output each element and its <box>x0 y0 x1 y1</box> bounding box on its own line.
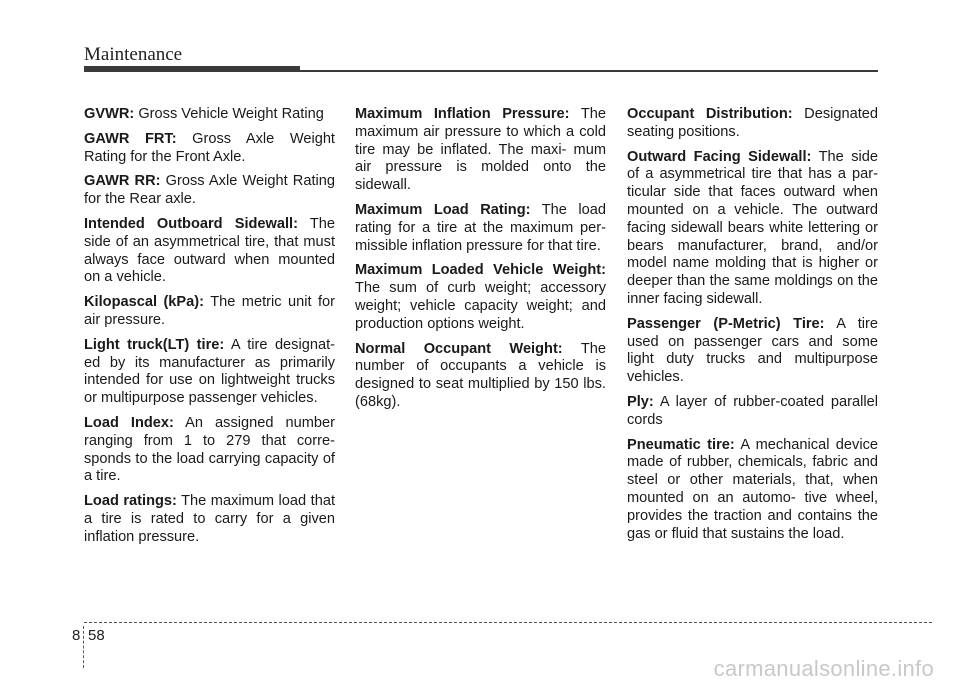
glossary-term: Load Index: <box>84 414 174 431</box>
glossary-definition: The metric unit for air pressure. <box>84 294 335 328</box>
glossary-definition: Gross Vehicle Weight Rating <box>134 106 324 122</box>
glossary-entry <box>84 131 335 167</box>
glossary-entry <box>84 294 335 330</box>
glossary-entry <box>84 106 335 124</box>
header-rule-thin <box>300 70 878 72</box>
glossary-term: Light truck(LT) tire: <box>84 336 225 353</box>
glossary-definition: Gross Axle Weight Rating for the Rear axle. <box>84 173 335 208</box>
glossary-entry <box>84 415 335 486</box>
glossary-definition: An assigned number ranging from 1 to 279 that corre- sponds to the load carrying capacity of a tire. <box>84 414 335 485</box>
column-1 <box>84 106 335 554</box>
footer-dotted-rule <box>84 622 932 623</box>
glossary-definition: Designated seating positions. <box>627 106 878 140</box>
footer-page-divider <box>83 626 84 668</box>
glossary-term: Kilopascal (kPa): <box>84 294 204 311</box>
glossary-entry <box>627 437 878 544</box>
glossary-entry <box>84 216 335 287</box>
glossary-term: Maximum Load Rating: <box>355 201 531 218</box>
glossary-term: GAWR FRT: <box>84 130 177 147</box>
glossary-definition: The side of an asymmetrical tire, that must always face outward when mounted on a vehicle. <box>84 215 335 286</box>
glossary-definition: Gross Axle Weight Rating for the Front Axle. <box>84 130 335 165</box>
page-number: 58 <box>88 627 105 644</box>
glossary-entry <box>84 493 335 546</box>
glossary-definition: The maximum air pressure to which a cold tire may be inflated. The maxi- mum air pressure is molded onto the sidewall. <box>355 106 606 194</box>
glossary-definition: The sum of curb weight; accessory weight; vehicle capacity weight; and production options weight. <box>355 280 606 332</box>
glossary-entry <box>355 106 606 195</box>
glossary-definition: The maximum load that a tire is rated to carry for a given inflation pressure. <box>84 493 335 545</box>
glossary-term: Passenger (P-Metric) Tire: <box>627 315 825 332</box>
glossary-entry <box>627 394 878 430</box>
glossary-term: GVWR: <box>84 106 135 122</box>
glossary-definition: A mechanical device made of rubber, chemicals, fabric and steel or other materials, that, when mounted on an automo- tive wheel, provides the traction and contains the gas or fluid that sustains the load. <box>627 436 878 542</box>
glossary-term: GAWR RR: <box>84 173 161 190</box>
glossary-entry <box>84 337 335 408</box>
chapter-number: 8 <box>72 627 81 644</box>
glossary-definition: A tire used on passenger cars and some light duty trucks and multipurpose vehicles. <box>627 315 878 386</box>
section-title: Maintenance <box>84 44 183 65</box>
glossary-term: Ply: <box>627 393 654 410</box>
glossary-term: Maximum Inflation Pressure: <box>355 106 570 122</box>
glossary-term: Normal Occupant Weight: <box>355 340 563 357</box>
glossary-definition: A tire designat- ed by its manufacturer as primarily intended for use on lightweight trucks or multipurpose passenger vehicles. <box>84 336 335 407</box>
glossary-entry <box>355 341 606 412</box>
glossary-entry <box>627 149 878 309</box>
glossary-term: Occupant Distribution: <box>627 106 793 122</box>
glossary-definition: A layer of rubber-coated parallel cords <box>627 393 878 428</box>
glossary-entry <box>627 106 878 142</box>
glossary-term: Load ratings: <box>84 493 177 510</box>
glossary-entry <box>84 173 335 209</box>
watermark-text: carmanualsonline.info <box>713 656 934 681</box>
glossary-entry <box>627 316 878 387</box>
column-2 <box>355 106 606 419</box>
glossary-term: Maximum Loaded Vehicle Weight: <box>355 262 606 279</box>
glossary-entry <box>355 262 606 333</box>
column-3 <box>627 106 878 550</box>
glossary-term: Outward Facing Sidewall: <box>627 148 812 165</box>
header-rule-thick <box>84 66 300 72</box>
glossary-entry <box>355 202 606 255</box>
glossary-term: Intended Outboard Sidewall: <box>84 215 298 232</box>
glossary-definition: The load rating for a tire at the maximum per- missible inflation pressure for that tire. <box>355 201 606 254</box>
glossary-term: Pneumatic tire: <box>627 436 735 453</box>
glossary-definition: The number of occupants a vehicle is designed to seat multiplied by 150 lbs. (68kg). <box>355 340 606 410</box>
glossary-definition: The side of a asymmetrical tire that has a par- ticular side that faces outward when mounted on a vehicle. The outward facing sidewall bears white lettering or bears manufacturer, brand, and/or model name molding that is higher or deeper than the same moldings on the inner facing sidewall. <box>627 148 878 307</box>
